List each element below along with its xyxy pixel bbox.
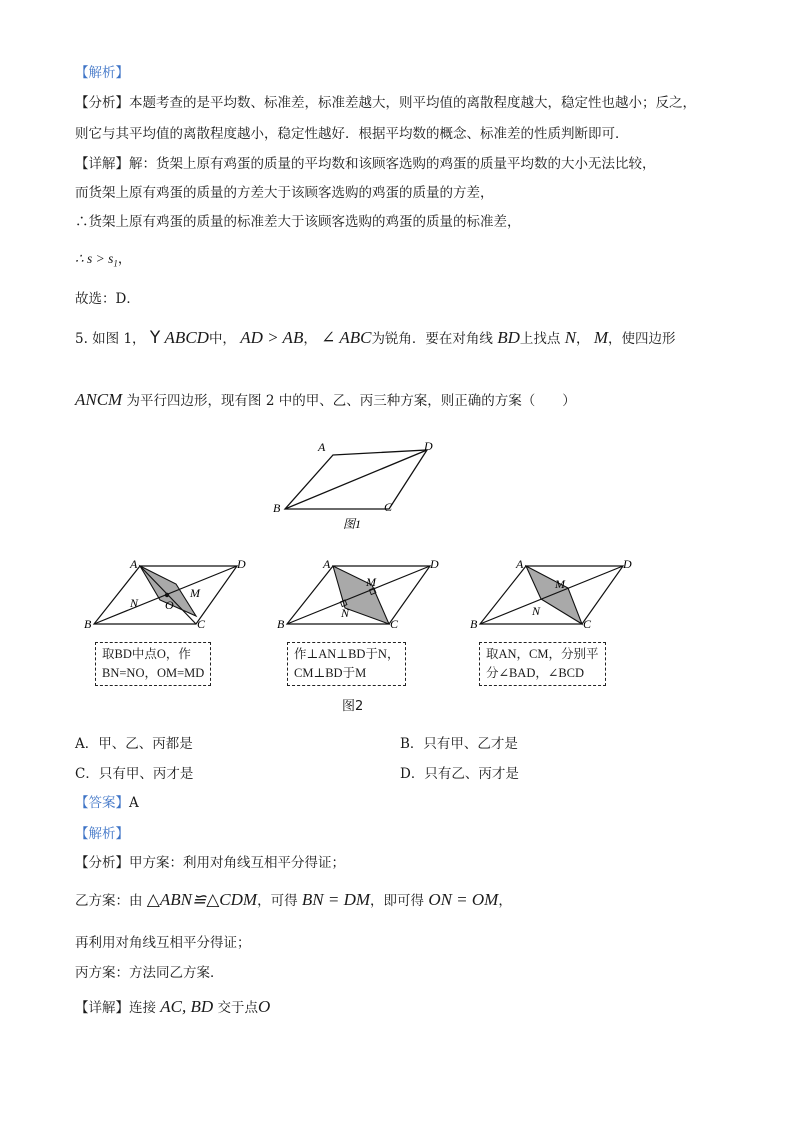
yi-label-m: M <box>366 575 376 589</box>
yi-tail: ， <box>498 893 512 909</box>
question5-line2 <box>75 385 576 416</box>
option-c: C．只有甲、丙才是 <box>75 766 194 782</box>
fig1-label-a: A <box>318 440 326 454</box>
jia-label-o: O <box>165 598 174 612</box>
xiangjie-line-3: ∴货架上原有鸡蛋的质量的标准差大于该顾客选购的鸡蛋的质量的标准差， <box>75 214 521 230</box>
jia-box-line1: 取BD中点O，作 <box>102 647 191 661</box>
q5-ancm: ANCM <box>75 390 123 409</box>
fig1-label-c: C <box>384 500 393 514</box>
yi-ji-ke-de: ，即可得 <box>370 893 425 909</box>
q5-m: M <box>593 328 609 347</box>
fenxi-text-1a: 本题考查的是平均数、标准差，标准差越大，则平均值的离散程度越大，稳定性也越小；反之， <box>129 95 696 111</box>
fenxi-line-jia <box>75 853 345 873</box>
xiangjie-label-2: 【详解】 <box>75 1000 129 1016</box>
bing-label-d: D <box>623 557 632 571</box>
jiao-yu-text: 交于点 <box>217 1000 258 1016</box>
yi-label-a: A <box>323 557 331 571</box>
q5-bd: BD <box>497 328 520 347</box>
q5-number: 5. 如图 1， <box>75 331 146 347</box>
bing-description-box <box>479 642 606 686</box>
answer-label: 【答案】 <box>75 795 129 811</box>
yi-bn-dm: BN = DM <box>301 890 371 909</box>
jia-label-n: N <box>130 596 139 610</box>
fenxi-line-1 <box>75 93 696 113</box>
fig1-caption: 图1 <box>343 517 362 531</box>
jia-label-m: M <box>190 586 200 600</box>
yi-plan-prefix: 乙方案：由 <box>75 893 143 909</box>
jia-plan-text: 甲方案：利用对角线互相平分得证； <box>129 855 345 871</box>
conclusion-tail: ， <box>117 251 132 267</box>
fenxi-label-2: 【分析】 <box>75 855 129 871</box>
bing-label-m: M <box>555 577 565 591</box>
yi-description-box <box>287 642 406 686</box>
bing-label-c: C <box>583 617 592 631</box>
figure2-panel-bing <box>468 555 638 635</box>
yi-box-line2: CM⊥BD于M <box>294 666 367 680</box>
question5-line1 <box>75 323 676 354</box>
figure1-diagonal-bd <box>285 450 427 509</box>
conclusion-line <box>75 249 131 274</box>
yi-label-d: D <box>430 557 439 571</box>
conclusion-math: ∴ s > s <box>75 251 114 266</box>
q5-ad-ab: AD > AB <box>240 328 304 347</box>
choice-line: 故选：D． <box>75 291 140 307</box>
connect-text: 连接 <box>129 1000 156 1016</box>
again-line: 再利用对角线互相平分得证； <box>75 935 251 951</box>
analysis-label-2: 【解析】 <box>75 826 129 842</box>
figure2-panel-yi <box>275 555 445 635</box>
jia-label-c: C <box>197 617 206 631</box>
jia-label-b: B <box>84 617 92 631</box>
parallelogram-symbol: Y <box>149 328 161 348</box>
q5-make: ，使四边形 <box>608 331 676 347</box>
jia-box-line2: BN=NO，OM=MD <box>102 666 205 680</box>
yi-label-b: B <box>277 617 285 631</box>
bing-box-line2: 分∠BAD，∠BCD <box>486 666 585 680</box>
yi-label-n: N <box>341 606 350 620</box>
bing-label-b: B <box>470 617 478 631</box>
fig1-label-b: B <box>273 501 281 515</box>
fenxi-line-2: 则它与其平均值的离散程度越小，稳定性越好．根据平均数的概念、标准差的性质判断即可． <box>75 126 629 142</box>
yi-label-c: C <box>390 617 399 631</box>
yi-plan-line <box>75 885 512 916</box>
bing-box-line1: 取AN，CM，分别平 <box>486 647 599 661</box>
bing-label-n: N <box>532 604 541 618</box>
conclusion-subscript: 1 <box>113 258 118 269</box>
option-b: B．只有甲、乙才是 <box>400 736 518 752</box>
fenxi-label-1: 【分析】 <box>75 95 129 111</box>
bing-diagonal-bd <box>480 566 623 624</box>
xiangjie-line-2: 而货架上原有鸡蛋的质量的方差大于该顾客选购的鸡蛋的质量的方差， <box>75 185 494 201</box>
yi-diagonal-bd <box>287 566 430 624</box>
option-d: D．只有乙、丙才是 <box>400 766 519 782</box>
yi-congruent: △ABN≌△CDM <box>146 890 258 909</box>
fig2-caption: 图2 <box>342 699 364 714</box>
q5-angle-abc: ∠ ABC <box>321 328 372 347</box>
answer-line <box>75 793 139 813</box>
jia-label-a: A <box>130 557 138 571</box>
jia-description-box <box>95 642 211 686</box>
ac-bd: AC, BD <box>160 997 214 1016</box>
analysis-label-1: 【解析】 <box>75 65 129 81</box>
q5-n: N <box>564 328 577 347</box>
q5-comma2: ， <box>576 331 590 347</box>
yi-on-om: ON = OM <box>428 890 499 909</box>
q5-acute: 为锐角．要在对角线 <box>371 331 493 347</box>
yi-box-line1: 作⊥AN⊥BD于N， <box>294 647 400 661</box>
xiangjie-line-2 <box>75 992 270 1023</box>
option-a: A．甲、乙、丙都是 <box>75 736 193 752</box>
bing-plan-line: 丙方案：方法同乙方案． <box>75 965 224 981</box>
q5-find: 上找点 <box>519 331 561 347</box>
q5-zhong: 中， <box>208 331 236 347</box>
point-o: O <box>257 997 271 1016</box>
bing-label-a: A <box>516 557 524 571</box>
q5-line2-text: 为平行四边形，现有图 2 中的甲、乙、丙三种方案，则正确的方案（ ） <box>126 393 576 409</box>
yi-ke-de: ，可得 <box>257 893 298 909</box>
xiangjie-line-1 <box>75 154 656 174</box>
answer-value: A <box>129 795 139 811</box>
xiangjie-label-1: 【详解】 <box>75 156 129 172</box>
jia-point-o <box>165 593 169 597</box>
fig1-label-d: D <box>424 439 433 453</box>
figure2-panel-jia <box>82 555 252 635</box>
xiangjie-text-1a: 解：货架上原有鸡蛋的质量的平均数和该顾客选购的鸡蛋的质量平均数的大小无法比较， <box>129 156 656 172</box>
q5-comma1: ， <box>303 331 317 347</box>
q5-abcd: ABCD <box>164 328 209 347</box>
figure1 <box>260 432 460 537</box>
jia-label-d: D <box>237 557 246 571</box>
